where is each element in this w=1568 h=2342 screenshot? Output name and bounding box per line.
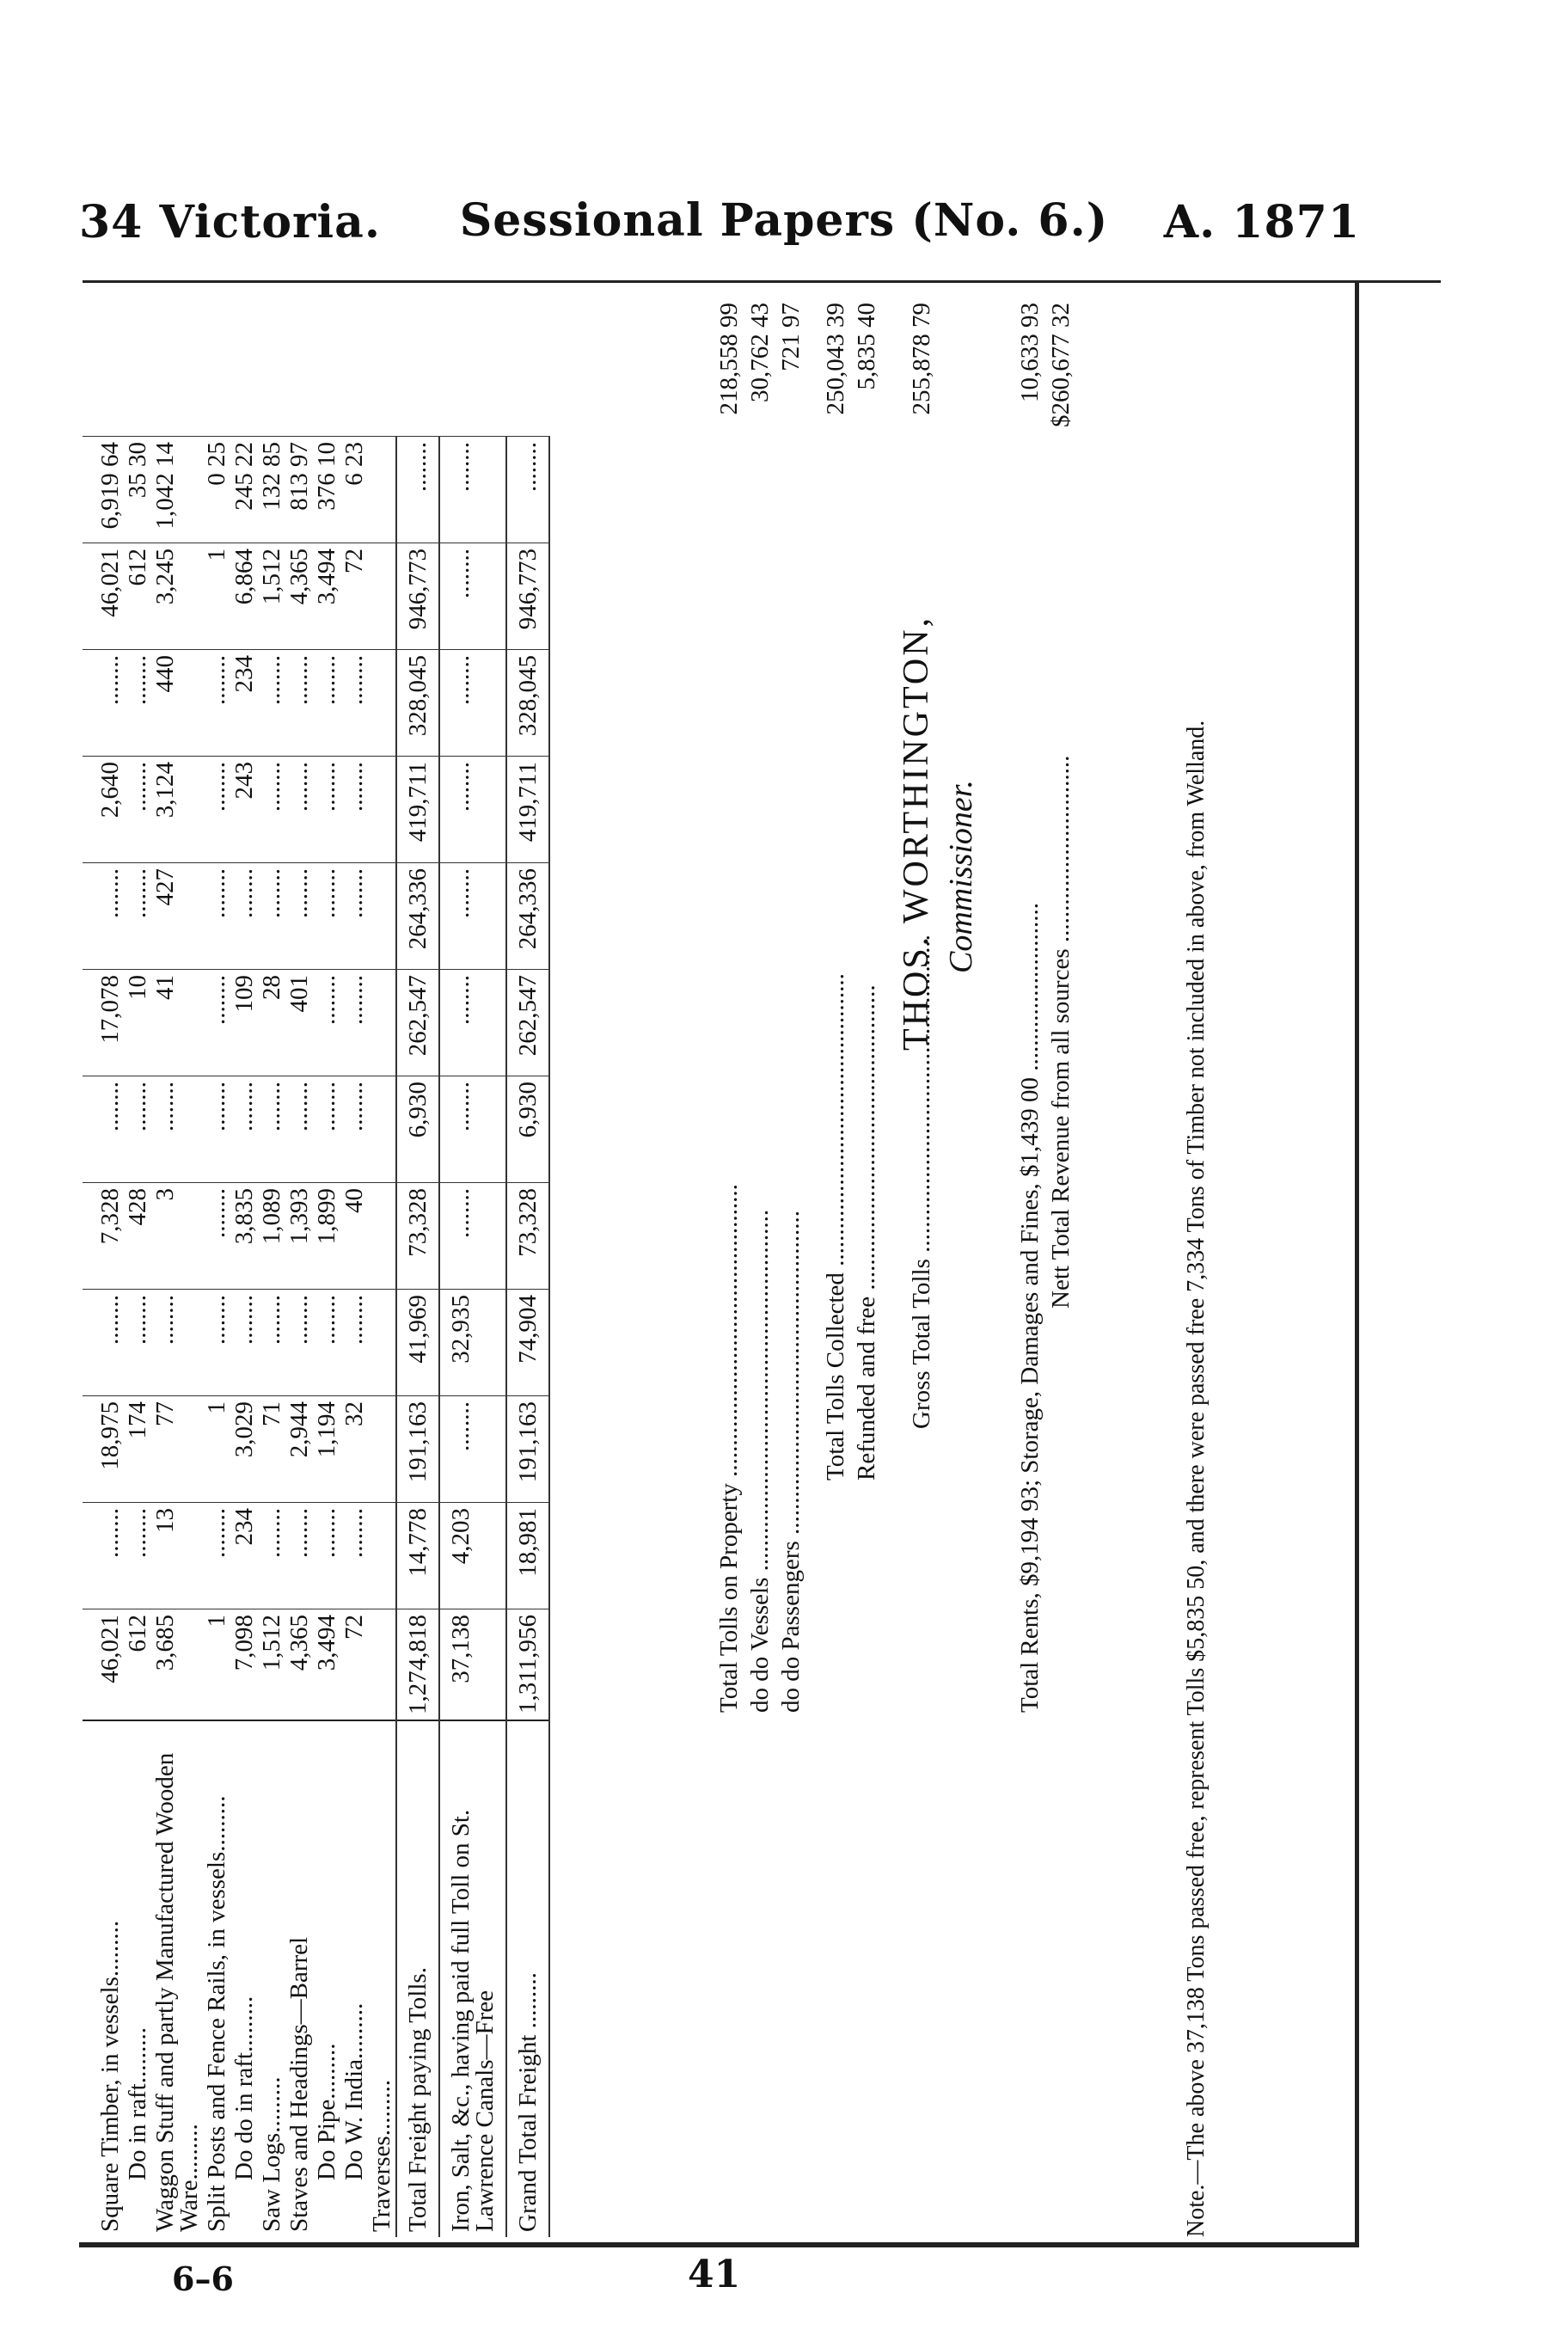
- summary-value: 255,878 79: [908, 303, 935, 415]
- table-cell: 1,512: [258, 1609, 285, 1721]
- table-cell: 234: [230, 1503, 258, 1609]
- table-cell: ........: [340, 650, 368, 757]
- table-cell: ........: [83, 1076, 124, 1183]
- table-cell: ........: [230, 863, 258, 970]
- table-cell: 17,078: [83, 970, 124, 1076]
- table-cell: 191,163: [506, 1396, 549, 1503]
- table-cell: [368, 1609, 396, 1721]
- table-row: [368, 437, 396, 2238]
- table-cell: 243: [230, 757, 258, 863]
- table-cell: ........: [285, 1076, 313, 1183]
- summary-value: 250,043 39: [822, 303, 849, 415]
- table-cell: ........: [439, 757, 506, 863]
- table-cell: 3,835: [230, 1183, 258, 1290]
- rotated-content: [83, 285, 1351, 2237]
- table-cell: 4,203: [439, 1503, 506, 1609]
- table-cell: 132 85: [258, 437, 285, 543]
- row-label: Staves and Headings—Barrel: [285, 1720, 313, 2237]
- table-cell: ........: [258, 1503, 285, 1609]
- table-cell: ........: [258, 757, 285, 863]
- table-cell: 4,365: [285, 543, 313, 650]
- table-cell: ........: [151, 1076, 203, 1183]
- row-label: Total Freight paying Tolls.: [396, 1720, 439, 2237]
- summary-label: Nett Total Revenue from all sources ..............................: [1047, 755, 1075, 1309]
- table-cell: [368, 1076, 396, 1183]
- table-cell: 18,981: [506, 1503, 549, 1609]
- table-cell: ........: [203, 757, 230, 863]
- row-label: Split Posts and Fence Rails, in vessels.........: [203, 1720, 230, 2237]
- row-label: Saw Logs.........: [258, 1720, 285, 2237]
- footnote: Note.—The above 37,138 Tons passed free, represent Tolls $5,835 50, and there were passed free 7,334 Tons of Timber not included in above, from Welland.: [1183, 720, 1210, 2237]
- row-label: Do Pipe.........: [313, 2043, 340, 2180]
- table-cell: ........: [439, 543, 506, 650]
- table-cell: ........: [124, 1503, 151, 1609]
- table-cell: 77: [151, 1396, 203, 1503]
- table-cell: 3: [151, 1183, 203, 1290]
- row-label: Waggon Stuff and partly Manufactured Wooden Ware.........: [151, 1720, 203, 2237]
- table-cell: [368, 757, 396, 863]
- table-cell: 1: [203, 1396, 230, 1503]
- table-cell: 3,685: [151, 1609, 203, 1721]
- table-cell: ........: [396, 437, 439, 543]
- table-cell: 946,773: [396, 543, 439, 650]
- table-cell: 74,904: [506, 1290, 549, 1396]
- table-cell: 10: [124, 970, 151, 1076]
- table-cell: 18,975: [83, 1396, 124, 1503]
- row-label: Grand Total Freight .........: [506, 1720, 549, 2237]
- table-cell: [368, 1503, 396, 1609]
- table-cell: 262,547: [506, 970, 549, 1076]
- table-cell: ........: [203, 1076, 230, 1183]
- table-cell: [368, 1396, 396, 1503]
- total-row: [439, 437, 506, 2238]
- table-cell: 440: [151, 650, 203, 757]
- table-cell: 7,328: [83, 1183, 124, 1290]
- summary-line: [908, 303, 939, 2237]
- table-cell: ........: [258, 1076, 285, 1183]
- table-cell: ........: [83, 1290, 124, 1396]
- summary-value: 218,558 99: [715, 303, 743, 415]
- table-cell: 72: [340, 543, 368, 650]
- table-cell: 109: [230, 970, 258, 1076]
- table-cell: 376 10: [313, 437, 340, 543]
- table-cell: 32,935: [439, 1290, 506, 1396]
- table-cell: 262,547: [396, 970, 439, 1076]
- summary-label: Gross Total Tolls ...................................................: [908, 935, 935, 1429]
- table-cell: 1,089: [258, 1183, 285, 1290]
- table-cell: 174: [124, 1396, 151, 1503]
- table-cell: 612: [124, 543, 151, 650]
- table-cell: ........: [258, 650, 285, 757]
- table-cell: 328,045: [506, 650, 549, 757]
- summary-line: [822, 303, 853, 2237]
- table-cell: ........: [124, 650, 151, 757]
- table-cell: 419,711: [396, 757, 439, 863]
- table-cell: 2,944: [285, 1396, 313, 1503]
- summary-line: [853, 303, 884, 2237]
- row-label: Do in raft.........: [124, 2027, 151, 2180]
- table-cell: 1,899: [313, 1183, 340, 1290]
- table-cell: ........: [313, 1503, 340, 1609]
- table-row: [258, 437, 285, 2238]
- table-cell: 234: [230, 650, 258, 757]
- table-cell: ........: [124, 863, 151, 970]
- table-cell: 35 30: [124, 437, 151, 543]
- table-cell: 191,163: [396, 1396, 439, 1503]
- table-cell: ........: [285, 650, 313, 757]
- summary-label: Total Rents, $9,194 93; Storage, Damages and Fines, $1,439 00 ...........................: [1016, 903, 1044, 1713]
- table-cell: 946,773: [506, 543, 549, 650]
- table-cell: ........: [439, 1183, 506, 1290]
- table-cell: ........: [340, 1290, 368, 1396]
- table-cell: 1,194: [313, 1396, 340, 1503]
- table-cell: 245 22: [230, 437, 258, 543]
- table-cell: 73,328: [506, 1183, 549, 1290]
- table-cell: ........: [83, 863, 124, 970]
- table-cell: 3,124: [151, 757, 203, 863]
- table-cell: ........: [340, 1503, 368, 1609]
- table-cell: 1: [203, 543, 230, 650]
- table-row: [313, 437, 340, 2238]
- table-cell: ........: [340, 757, 368, 863]
- table-row: [83, 437, 124, 2238]
- table-cell: [368, 1290, 396, 1396]
- table-cell: ........: [124, 1076, 151, 1183]
- table-cell: ........: [124, 1290, 151, 1396]
- table-cell: ........: [203, 650, 230, 757]
- page-number: 41: [688, 2253, 741, 2296]
- table-cell: 41: [151, 970, 203, 1076]
- table-cell: ........: [83, 650, 124, 757]
- row-label: Traverses.........: [368, 1720, 396, 2237]
- table-cell: 71: [258, 1396, 285, 1503]
- table-cell: ........: [203, 863, 230, 970]
- table-cell: ........: [230, 1076, 258, 1183]
- table-row: [151, 437, 203, 2238]
- row-label: Do W. India.........: [340, 2002, 368, 2180]
- summary-label: do do Vessels ..........................................................: [746, 1209, 774, 1713]
- toll-summary: [715, 303, 1078, 2237]
- table-cell: ........: [313, 1076, 340, 1183]
- summary-value: 30,762 43: [746, 303, 774, 402]
- summary-line: [1047, 303, 1078, 2237]
- table-cell: [368, 437, 396, 543]
- table-cell: ........: [340, 863, 368, 970]
- table-cell: ........: [203, 1503, 230, 1609]
- table-cell: ........: [439, 1076, 506, 1183]
- table-cell: [368, 650, 396, 757]
- row-label: Square Timber, in vessels.........: [83, 1720, 124, 2237]
- table-cell: ........: [203, 970, 230, 1076]
- table-cell: 1,512: [258, 543, 285, 650]
- header-title: Sessional Papers (No. 6.): [459, 194, 1109, 247]
- table-row: [124, 437, 151, 2238]
- table-cell: ........: [313, 757, 340, 863]
- table-cell: 13: [151, 1503, 203, 1609]
- table-cell: ........: [151, 1290, 203, 1396]
- row-label: Do do in raft.........: [230, 1996, 258, 2180]
- table-cell: 3,494: [313, 1609, 340, 1721]
- table-row: [203, 437, 230, 2238]
- table-cell: ........: [313, 650, 340, 757]
- summary-label: Total Tolls Collected ...............................................: [822, 973, 849, 1481]
- table-cell: 264,336: [506, 863, 549, 970]
- table-cell: [368, 543, 396, 650]
- summary-label: Refunded and free .................................................: [853, 984, 880, 1481]
- table-cell: 3,494: [313, 543, 340, 650]
- table-cell: 1,311,956: [506, 1609, 549, 1721]
- table-cell: 73,328: [396, 1183, 439, 1290]
- summary-label: do do Passengers ....................................................: [777, 1210, 805, 1713]
- table-cell: 28: [258, 970, 285, 1076]
- table-cell: 419,711: [506, 757, 549, 863]
- table-cell: 1: [203, 1609, 230, 1721]
- table-cell: ........: [340, 1076, 368, 1183]
- table-cell: 1,042 14: [151, 437, 203, 543]
- summary-line: [1016, 303, 1047, 2237]
- table-cell: ........: [439, 437, 506, 543]
- table-cell: 428: [124, 1183, 151, 1290]
- table-cell: ........: [203, 1183, 230, 1290]
- table-cell: ........: [313, 970, 340, 1076]
- table-row: [230, 437, 258, 2238]
- table-cell: [368, 1183, 396, 1290]
- summary-line: [777, 303, 808, 2237]
- table-cell: ........: [258, 1290, 285, 1396]
- table-cell: 401: [285, 970, 313, 1076]
- table-cell: 1,274,818: [396, 1609, 439, 1721]
- table-cell: ........: [230, 1290, 258, 1396]
- table-cell: ........: [313, 1290, 340, 1396]
- table-cell: 813 97: [285, 437, 313, 543]
- summary-value: 721 97: [777, 303, 805, 371]
- freight-table: [83, 436, 550, 2237]
- table-cell: ........: [340, 970, 368, 1076]
- table-cell: 72: [340, 1609, 368, 1721]
- table-cell: ........: [124, 757, 151, 863]
- table-cell: 1,393: [285, 1183, 313, 1290]
- row-label: Iron, Salt, &c., having paid full Toll on St. Lawrence Canals—Free: [439, 1720, 506, 2237]
- table-cell: ........: [203, 1290, 230, 1396]
- table-cell: ........: [439, 1396, 506, 1503]
- table-cell: ........: [506, 437, 549, 543]
- bottom-rule: [83, 2242, 1355, 2247]
- table-cell: ........: [285, 1290, 313, 1396]
- table-cell: [368, 863, 396, 970]
- table-cell: ........: [439, 650, 506, 757]
- table-cell: ........: [258, 863, 285, 970]
- table-cell: ........: [285, 863, 313, 970]
- table-cell: 0 25: [203, 437, 230, 543]
- table-cell: 14,778: [396, 1503, 439, 1609]
- table-cell: 37,138: [439, 1609, 506, 1721]
- summary-line: [715, 303, 746, 2237]
- grand-total-row: [506, 437, 549, 2238]
- table-cell: 46,021: [83, 1609, 124, 1721]
- header-session: 34 Victoria.: [79, 196, 381, 248]
- table-row: [285, 437, 313, 2238]
- table-cell: [368, 970, 396, 1076]
- table-cell: 328,045: [396, 650, 439, 757]
- sheet-number: 6–6: [172, 2259, 234, 2298]
- table-cell: ........: [313, 863, 340, 970]
- table-cell: 41,969: [396, 1290, 439, 1396]
- table-cell: ........: [285, 757, 313, 863]
- summary-value: 10,633 93: [1016, 303, 1044, 402]
- table-cell: 612: [124, 1609, 151, 1721]
- table-cell: 40: [340, 1183, 368, 1290]
- total-row: [396, 437, 439, 2238]
- table-cell: 264,336: [396, 863, 439, 970]
- table-cell: 2,640: [83, 757, 124, 863]
- table-cell: 6 23: [340, 437, 368, 543]
- table-cell: 6,930: [506, 1076, 549, 1183]
- table-cell: ........: [439, 970, 506, 1076]
- summary-value: 5,835 40: [853, 303, 880, 390]
- table-cell: ........: [285, 1503, 313, 1609]
- table-cell: ........: [439, 863, 506, 970]
- table-cell: 427: [151, 863, 203, 970]
- header-year: A. 1871: [1163, 196, 1360, 248]
- signature-name: THOS. WORTHINGTON,: [897, 615, 936, 1051]
- table-cell: 3,245: [151, 543, 203, 650]
- table-cell: 6,864: [230, 543, 258, 650]
- table-cell: 6,919 64: [83, 437, 124, 543]
- signature-title: Commissioner.: [943, 780, 979, 973]
- table-row: [340, 437, 368, 2238]
- table-cell: 46,021: [83, 543, 124, 650]
- table-cell: 6,930: [396, 1076, 439, 1183]
- table-cell: 4,365: [285, 1609, 313, 1721]
- summary-value: $260,677 32: [1047, 303, 1075, 427]
- table-cell: 3,029: [230, 1396, 258, 1503]
- table-cell: ........: [83, 1503, 124, 1609]
- table-cell: 32: [340, 1396, 368, 1503]
- table-cell: 7,098: [230, 1609, 258, 1721]
- summary-line: [746, 303, 777, 2237]
- summary-label: Total Tolls on Property ...............................................: [715, 1184, 743, 1713]
